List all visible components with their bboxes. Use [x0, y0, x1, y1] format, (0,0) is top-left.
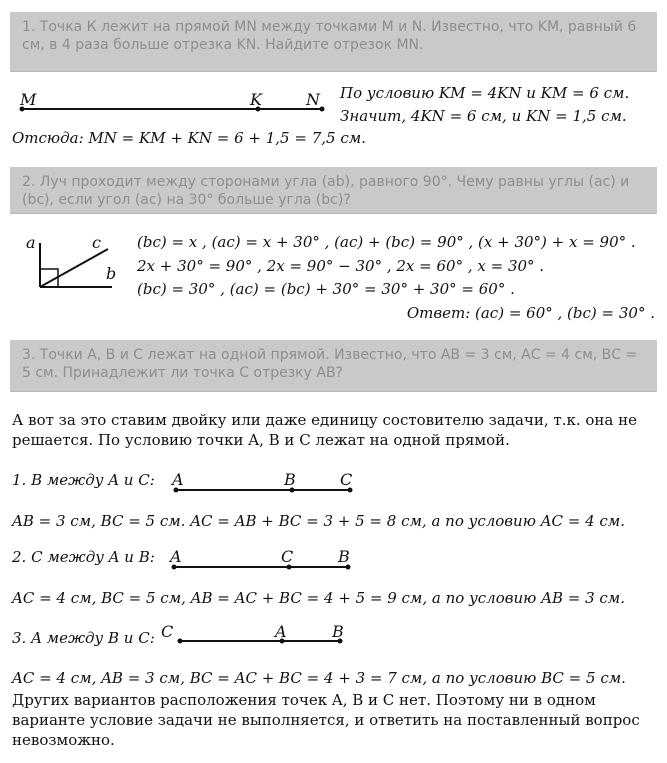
case1-segment-figure: [170, 470, 353, 493]
angle-figure: [26, 233, 116, 287]
case3-text: AC = 4 см, AB = 3 см, BC = AC + BC = 4 + 3 = 7 см, а по условию BC = 5 см.: [12, 669, 626, 687]
case2-heading: 2. C между A и B:: [12, 548, 155, 566]
problem3-conclusion: Других вариантов расположения точек A, B и C нет. Поэтому ни в одном варианте условие задачи не выполняется, и ответить на поставленный вопрос невозможно.: [12, 691, 640, 749]
case2-segment-figure: [168, 547, 351, 570]
label-m: M: [20, 90, 37, 109]
problem2-statement: 2. Луч проходит между сторонами угла (ab), равного 90°. Чему равны углы (ac) и (bc), если угол (ac) на 30° больше угла (bc)?: [22, 174, 630, 208]
case2-label-2: C: [281, 547, 294, 566]
case2-label-3: B: [338, 547, 350, 566]
case3-label-1: C: [161, 622, 174, 641]
case3-segment-figure: [161, 622, 344, 644]
case1-text: AB = 3 см, BC = 5 см. AC = AB + BC = 3 + 5 = 8 см, а по условию AC = 4 см.: [12, 512, 626, 530]
point-n: [320, 107, 325, 112]
problem2-answer: [407, 303, 655, 323]
problem3-banner: [10, 340, 657, 392]
label-a: a: [26, 233, 36, 252]
case3-label-3: B: [332, 622, 344, 641]
case1-label-1: A: [172, 470, 184, 489]
problem3-statement: 3. Точки А, В и С лежат на одной прямой. Известно, что АВ = 3 см, АС = 4 см, ВС = 5 см. Принадлежит ли точка С отрезку АВ?: [22, 347, 638, 381]
problem1-line1: По условию KM = 4KN и KM = 6 см.: [340, 84, 630, 102]
case2-label-1: A: [170, 547, 182, 566]
problem2-line2: 2x + 30° = 90° , 2x = 90° − 30° , 2x = 60° , x = 30° .: [137, 257, 545, 275]
problem1-statement: 1. Точка К лежит на прямой MN между точками M и N. Известно, что KM, равный 6 см, в 4 раза больше отрезка KN. Найдите отрезок MN.: [22, 19, 637, 53]
case3-label-2: A: [275, 622, 287, 641]
case2-text: AC = 4 см, BC = 5 см, AB = AC + BC = 4 + 5 = 9 см, а по условию AB = 3 см.: [12, 589, 626, 607]
problem2-line3: (bc) = 30° , (ac) = (bc) + 30° = 30° + 30° = 60° .: [137, 280, 515, 298]
case3-heading: 3. A между B и C:: [12, 629, 155, 647]
label-c: c: [92, 233, 101, 252]
problem2-banner: [10, 167, 657, 214]
case1-label-3: C: [340, 470, 353, 489]
case1-heading: 1. B между A и C:: [12, 471, 155, 489]
problem2-line1: (bc) = x , (ac) = x + 30° , (ac) + (bc) = 90° , (x + 30°) + x = 90° .: [137, 233, 636, 251]
problem1-line3: Отсюда: MN = KM + KN = 6 + 1,5 = 7,5 см.: [12, 129, 366, 147]
label-b: b: [106, 264, 117, 283]
answer-label: Ответ: [406, 304, 466, 322]
label-n: N: [306, 90, 320, 109]
problem1-line2: Значит, 4KN = 6 см, и KN = 1,5 см.: [340, 107, 627, 125]
segment-mn-figure: [19, 90, 325, 112]
answer-value: : (ac) = 60° , (bc) = 30° .: [465, 304, 655, 322]
problem3-intro: А вот за это ставим двойку или даже единицу состовителю задачи, т.к. она не решается. По условию точки A, B и C лежат на одной прямой.: [12, 411, 637, 449]
ray-c: [40, 249, 108, 287]
label-k: K: [250, 90, 262, 109]
case1-label-2: B: [284, 470, 296, 489]
